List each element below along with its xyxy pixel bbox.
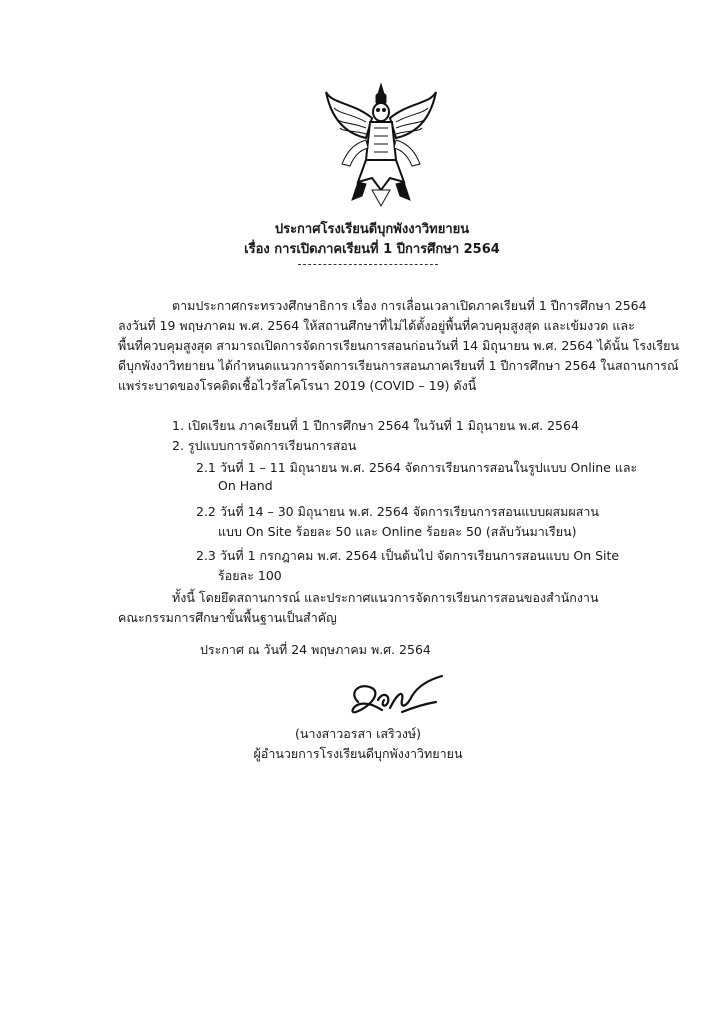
announcement-subject: เรื่อง การเปิดภาคเรียนที่ 1 ปีการศึกษา 2564	[244, 242, 500, 257]
announcement-title: ประกาศโรงเรียนดีบุกพังงาวิทยายน	[274, 222, 470, 237]
closing-line-1: ทั้งนี้ โดยยึดสถานการณ์ และประกาศแนวการจัดการเรียนการสอนของสำนักงาน	[172, 590, 599, 605]
sub-item-2-2-cont: แบบ On Site ร้อยละ 50 และ Online ร้อยละ 50 (สลับวันมาเรียน)	[218, 524, 577, 539]
sub-item-2-3-cont: ร้อยละ 100	[218, 568, 282, 583]
intro-line-2: ลงวันที่ 19 พฤษภาคม พ.ศ. 2564 ให้สถานศึกษาที่ไม่ได้ตั้งอยู่พื้นที่ควบคุมสูงสุด และเข้มงวด และ	[118, 318, 635, 333]
signer-position: ผู้อำนวยการโรงเรียนดีบุกพังงาวิทยายน	[253, 746, 463, 761]
sub-item-2-2: 2.2 วันที่ 14 – 30 มิถุนายน พ.ศ. 2564 จัดการเรียนการสอนแบบผสมผสาน	[196, 504, 599, 519]
announce-date: ประกาศ ณ วันที่ 24 พฤษภาคม พ.ศ. 2564	[200, 642, 431, 657]
intro-line-3: พื้นที่ควบคุมสูงสุด สามารถเปิดการจัดการเรียนการสอนก่อนวันที่ 14 มิถุนายน พ.ศ. 2564 ได้นั้น โรงเรียน	[118, 338, 680, 353]
signature-image	[338, 672, 448, 724]
intro-line-4: ดีบุกพังงาวิทยายน ได้กำหนดแนวการจัดการเรียนการสอนภาคเรียนที่ 1 ปีการศึกษา 2564 ในสถานการณ์	[118, 358, 679, 373]
list-item-1: 1. เปิดเรียน ภาคเรียนที่ 1 ปีการศึกษา 2564 ในวันที่ 1 มิถุนายน พ.ศ. 2564	[172, 418, 579, 433]
list-item-2: 2. รูปแบบการจัดการเรียนการสอน	[172, 438, 357, 453]
garuda-emblem	[322, 82, 440, 208]
closing-line-2: คณะกรรมการศึกษาขั้นพื้นฐานเป็นสำคัญ	[118, 610, 337, 625]
sub-item-2-1: 2.1 วันที่ 1 – 11 มิถุนายน พ.ศ. 2564 จัดการเรียนการสอนในรูปแบบ Online และ	[196, 460, 638, 475]
intro-line-5: แพร่ระบาดของโรคติดเชื้อไวรัสโคโรนา 2019 (COVID – 19) ดังนี้	[118, 378, 477, 393]
sub-item-2-3: 2.3 วันที่ 1 กรกฎาคม พ.ศ. 2564 เป็นต้นไป จัดการเรียนการสอนแบบ On Site	[196, 548, 620, 563]
sub-item-2-1-cont: On Hand	[218, 478, 273, 493]
title-divider	[298, 264, 438, 265]
intro-line-1: ตามประกาศกระทรวงศึกษาธิการ เรื่อง การเลื่อนเวลาเปิดภาคเรียนที่ 1 ปีการศึกษา 2564	[172, 298, 647, 313]
signer-name: (นางสาวอรสา เสริวงษ์)	[295, 726, 421, 741]
